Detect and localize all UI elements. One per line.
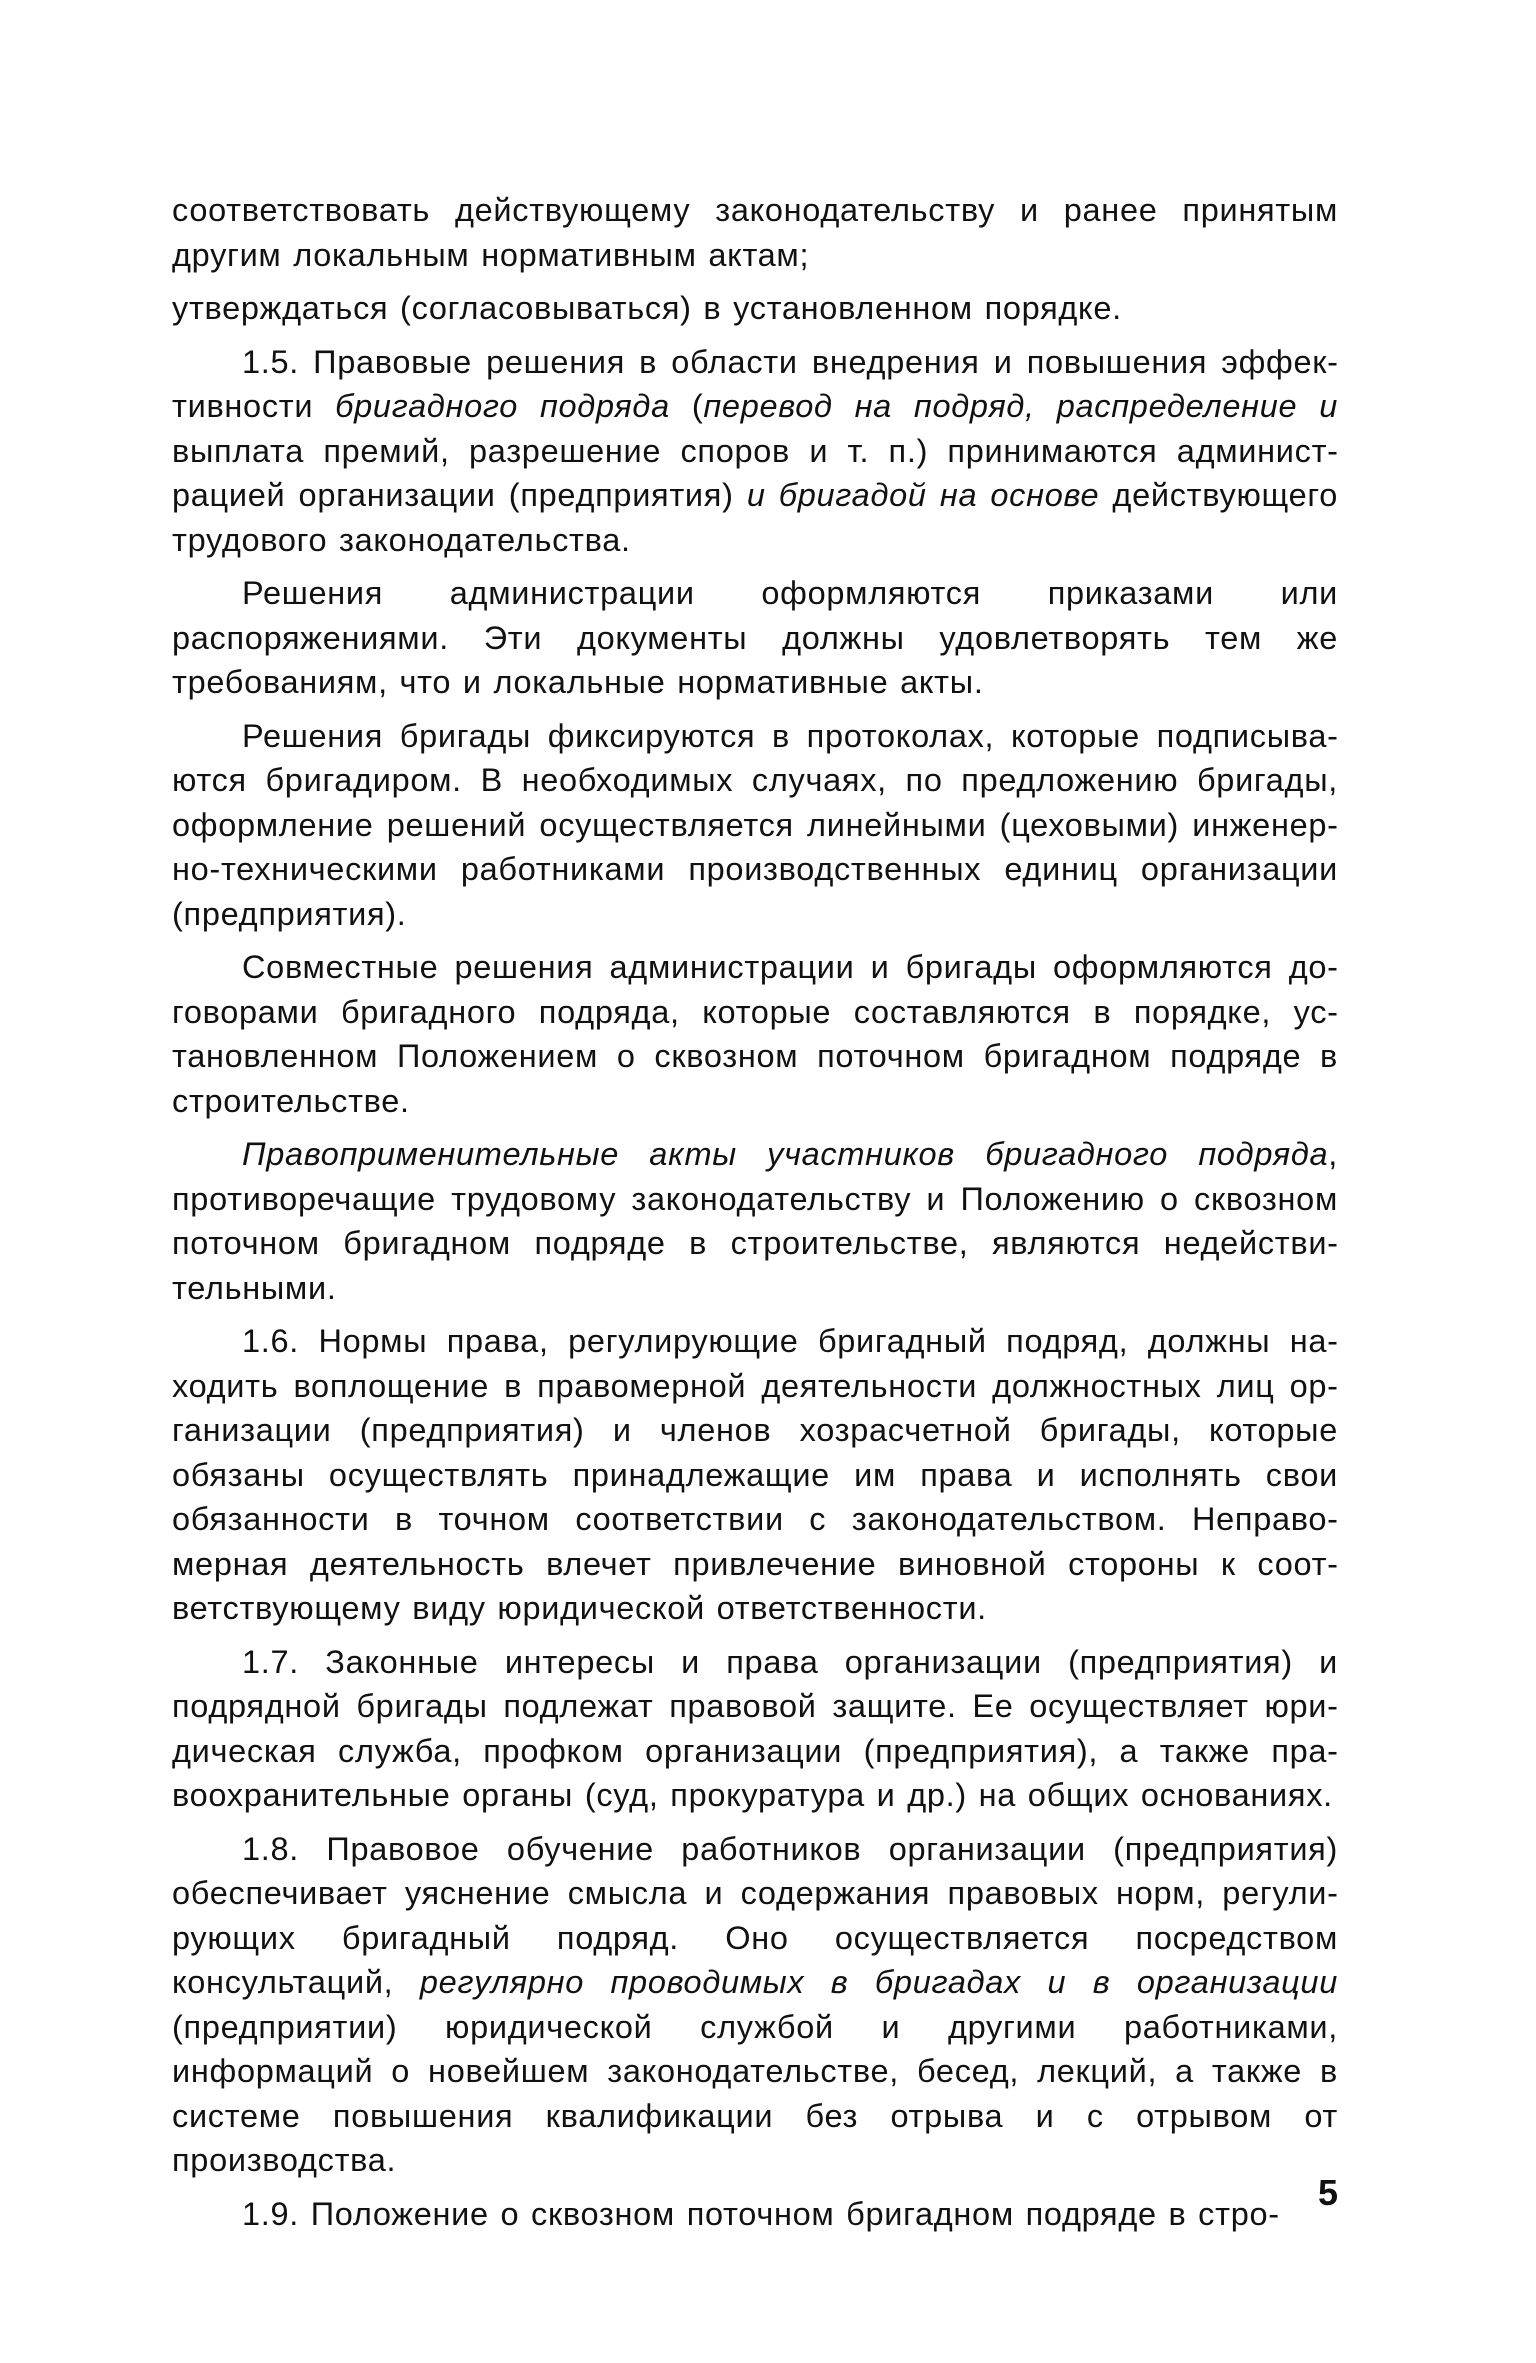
text-segment: 1.6. Нормы права, регулирующие бригадный подряд, должны находить воплощение в правомерной деятельности должностных лиц организации (предприятия) и членов хозрасчетной бригады, которые обязаны осуществлять принадлежащие им права и исполнять свои обязанности в точном соответствии с законодательством. Неправомерная деятельность влечет привлечение виновной стороны к соответствующему виду юридической ответственности. [172, 1323, 1338, 1626]
paragraph-brigade-decisions [172, 714, 1338, 937]
italic-segment: регулярно проводимых в бригадах и в организации [419, 1964, 1338, 2000]
page-number: 5 [1317, 2172, 1338, 2213]
text-segment: 1.8. Правовое обучение работников организации (предприятия) обеспечивает уяснение смысла и содержания правовых норм, регулирующих бригадный подряд. Оно осуществляется посредством консультаций, [172, 1830, 1338, 2000]
text-segment: действующего трудового законодательства. [172, 477, 1338, 558]
page-body [172, 188, 1338, 2245]
text-segment: утверждаться (согласовываться) в установленном порядке. [172, 290, 1122, 326]
paragraph-law-enforcement-acts [172, 1132, 1338, 1310]
paragraph-1-7 [172, 1640, 1338, 1818]
text-segment: 1.9. Положение о сквозном поточном бригадном подряде в стро- [242, 2195, 1280, 2232]
text-segment: 1.5. Правовые решения в области внедрения и повышения эффективности [172, 343, 1338, 424]
paragraph-1-8 [172, 1827, 1338, 2183]
paragraph-1-6 [172, 1319, 1338, 1631]
paragraph-acts-compliance [172, 188, 1338, 277]
italic-segment: Правоприменительные акты участников бригадного подряда [242, 1136, 1329, 1172]
italic-segment: и бригадой на основе [746, 477, 1100, 513]
text-segment: Решения администрации оформляются приказами или распоряжениями. Эти документы должны удовлетворять тем же требованиям, что и локальные нормативные акты. [172, 575, 1338, 700]
text-segment: , противоречащие трудовому законодательству и Положению о сквозном поточном бригадном подряде в строительстве, являются недействительными. [172, 1136, 1338, 1306]
italic-segment: перевод на подряд, распределение и [703, 388, 1338, 424]
text-segment: (предприятии) юридической службой и другими работниками, информаций о новейшем законодательстве, бесед, лекций, а также в системе повышения квалификации без отрыва и с отрывом от производства. [172, 2008, 1338, 2178]
italic-segment: бригадного подряда [335, 388, 670, 424]
text-segment: 1.7. Законные интересы и права организации (предприятия) и подрядной бригады подлежат правовой защите. Ее осуществляет юридическая служба, профком организации (предприятия), а также правоохранительные органы (суд, прокуратура и др.) на общих основаниях. [172, 1643, 1338, 1813]
paragraph-administration-decisions [172, 571, 1338, 705]
paragraph-joint-decisions [172, 945, 1338, 1123]
text-segment: Совместные решения администрации и бригады оформляются договорами бригадного подряда, которые составляются в порядке, установленном Положением о сквозном поточном бригадном подряде в строительстве. [172, 949, 1338, 1119]
paragraph-1-5 [172, 340, 1338, 563]
text-segment: Решения бригады фиксируются в протоколах, которые подписываются бригадиром. В необходимых случаях, по предложению бригады, оформление решений осуществляется линейными (цеховыми) инженерно-техническими работниками производственных единиц организации (предприятия). [172, 717, 1338, 932]
text-segment: ( [669, 388, 704, 424]
text-segment: соответствовать действующему законодательству и ранее принятым другим локальным нормативным актам; [172, 192, 1338, 273]
paragraph-1-9 [172, 2192, 1338, 2237]
paragraph-approval [172, 286, 1338, 331]
text-segment: выплата премий, разрешение споров и т. п.) принимаются администрацией организации (предприятия) [172, 432, 1338, 513]
